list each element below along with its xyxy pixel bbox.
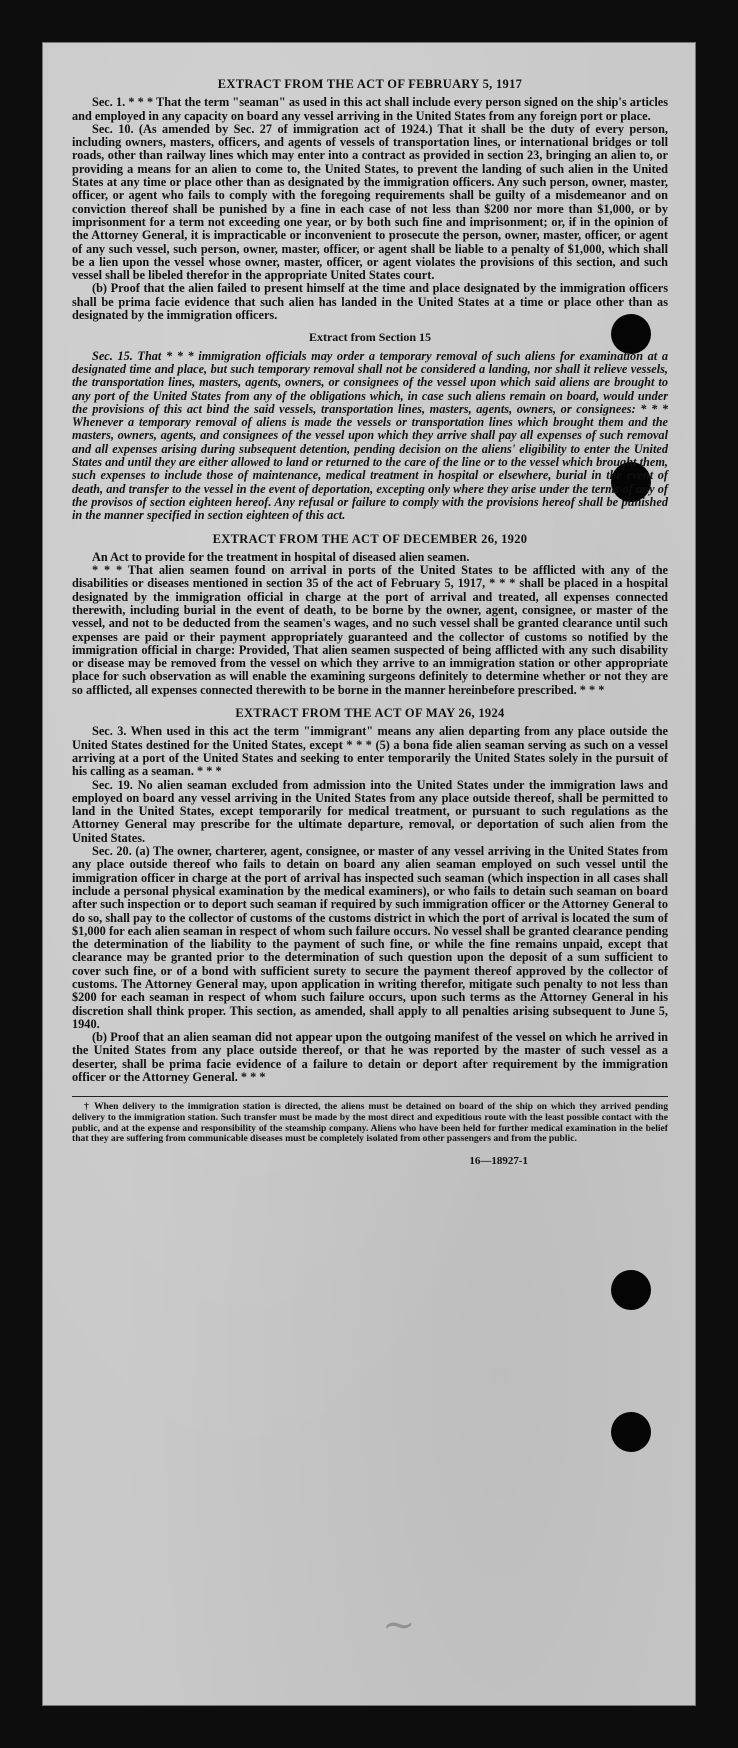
paragraph-hospital: * * * That alien seamen found on arrival in ports of the United States to be afflicted with any of the disabilities or diseases mentioned in section 35 of the act of February 5, 1917, * * * shall be placed in a hospital designated by the immigration official in charge at the port of arrival and treated, all expenses connected therewith, including burial in the event of death, to be borne by the owner, agent, consignee, or master of the vessel, and not to be deducted from the seamen's wages, and no such vessel shall be granted clearance until such expenses are paid or their payment appropriately guaranteed and the collector of customs so notified by the immigration official in charge: Provided, That alien seamen suspected of being afflicted with any such disability or disease may be removed from the vessel on which they arrive to an immigration station or other appropriate place for such observation as will enable the examining surgeons definitely to determine whether or not they are so afflicted, all expenses connected therewith to be borne in the manner hereinbefore prescribed. * * *	[72, 563, 668, 697]
paragraph-sec-3: Sec. 3. When used in this act the term "immigrant" means any alien departing from any place outside the United States destined for the United States, except * * * (5) a bona fide alien seaman serving as such on a vessel arriving at a port of the United States and seeking to enter temporarily the United States solely in the pursuit of his calling as a seaman. * * *	[72, 724, 668, 779]
heading-act-1920: EXTRACT FROM THE ACT OF DECEMBER 26, 1920	[212, 531, 528, 546]
paragraph-act-title: An Act to provide for the treatment in hospital of diseased alien seamen.	[92, 549, 470, 564]
punch-hole	[611, 1270, 651, 1310]
paragraph-proof-b: (b) Proof that the alien failed to present himself at the time and place designated by the immigration officers shall be prima facie evidence that such alien has landed in the United States at a time or place other than as designated by the immigration officers.	[72, 281, 668, 323]
paragraph-proof-20b: (b) Proof that an alien seaman did not appear upon the outgoing manifest of the vessel on which he arrived in the United States from any place outside thereof, or that he was reported by the master of such vessel as a deserter, shall be prima facie evidence of a failure to detain or deport after requirement by the immigration officer or the Attorney General. * * *	[72, 1030, 668, 1085]
heading-section-15: Extract from Section 15	[308, 330, 432, 345]
punch-hole	[611, 1412, 651, 1452]
paragraph-sec-1: Sec. 1. * * * That the term "seaman" as used in this act shall include every person signed on the ship's articles and employed in any capacity on board any vessel arriving in the United States from any foreign port or place.	[72, 95, 668, 123]
form-code: 16—18927-1	[469, 1154, 528, 1167]
paragraph-sec-15: Sec. 15. That * * * immigration officials may order a temporary removal of such aliens for examination at a designated time and place, but such temporary removal shall not be considered a landing, nor shall it relieve vessels, the transportation lines, masters, agents, owners, or consignees of the vessel upon which said aliens are brought to any port of the United States from any of the obligations which, in case such aliens remain on board, would under the provisions of this act bind the said vessels, transportation lines, masters, agents, owners, or consignees: * * * Whenever a temporary removal of aliens is made the vessels or transportation lines which brought them and the masters, owners, agents, and consignees of the vessel upon which they arrive shall pay all expenses of such removal and all expenses arising during subsequent detention, pending decision on the aliens' eligibility to enter the United States and until they are either allowed to land or returned to the care of the line or to the vessel which brought them, such expenses to include those of maintenance, medical treatment in hospital or elsewhere, burial in the event of death, and transfer to the vessel in the event of deportation, excepting only where they arise under the terms of any of the provisos of section eighteen hereof. Any refusal or failure to comply with the provisions hereof shall be punished in the manner specified in section eighteen of this act.	[72, 348, 668, 523]
paragraph-sec-10: Sec. 10. (As amended by Sec. 27 of immigration act of 1924.) That it shall be the duty of every person, including owners, masters, officers, and agents of vessels of transportation lines, or international bridges or toll roads, other than railway lines which may enter into a contract as provided in section 23, bringing an alien to, or providing a means for an alien to come to, the United States, to prevent the landing of such alien in the United States at any time or place other than as designated by the immigration officers. Any such person, owner, master, officer, or agent who fails to comply with the foregoing requirements shall be guilty of a misdemeanor and on conviction thereof shall be punished by a fine in each case of not less than $200 nor more than $1,000, or by imprisonment for a term not exceeding one year, or by both such fine and imprisonment; or, if in the opinion of the Attorney General, it is impracticable or inconvenient to prosecute the person, owner, master, officer, or agent of any such vessel, such person, owner, master, officer, or agent shall be liable to a penalty of $1,000, which shall be a lien upon the vessel whose owner, master, officer, or agent violates the provisions of this section, and such vessel shall be libeled therefor in the appropriate United States court.	[72, 121, 668, 283]
paragraph-sec-19: Sec. 19. No alien seaman excluded from admission into the United States under the immigration laws and employed on board any vessel arriving in the United States from any place outside thereof, shall be permitted to land in the United States, except temporarily for medical treatment, or pursuant to such regulations as the Attorney General may prescribe for the ultimate departure, removal, or deportation of such alien from the United States.	[72, 777, 668, 845]
heading-act-1924: EXTRACT FROM THE ACT OF MAY 26, 1924	[235, 706, 505, 721]
document-page	[42, 42, 696, 1706]
faint-handwriting: ~	[382, 1602, 416, 1648]
text-column	[72, 78, 668, 1168]
footnote: † When delivery to the immigration station is directed, the aliens must be detained on board of the ship on which they arrived pending delivery to the immigration station. Such transfer must be made by the most direct and expeditious route with the least possible contact with the public, and at the expense and responsibility of the steamship company. Aliens who have been held for further medical examination in the belief that they are suffering from communicable diseases must be completely isolated from other passengers and from the public.	[72, 1096, 668, 1144]
paragraph-sec-20: Sec. 20. (a) The owner, charterer, agent, consignee, or master of any vessel arriving in the United States from any place outside thereof who fails to detain on board any alien seaman employed on such vessel until the immigration officer in charge at the port of arrival has inspected such seaman (which inspection in all cases shall include a personal physical examination by the medical examiners), or who fails to detain such seaman on board after such inspection or to deport such seaman if required by such immigration officer or the Attorney General to do so, shall pay to the collector of customs of the customs district in which the port of arrival is located the sum of $1,000 for each alien seaman in respect of whom such failure occurs. No vessel shall be granted clearance pending the determination of the liability to the payment of such fine, or while the fine remains unpaid, except that clearance may be granted prior to the determination of such question upon the deposit of a sum sufficient to cover such fine, or of a bond with sufficient surety to secure the payment thereof approved by the collector of customs. The Attorney General may, upon application in writing therefor, mitigate such penalty to not less than $200 for each seaman in respect of whom such failure occurs, upon such terms as the Attorney General in his discretion shall think proper. This section, as amended, shall apply to all penalties arising subsequent to June 5, 1940.	[72, 844, 668, 1031]
heading-act-1917: EXTRACT FROM THE ACT OF FEBRUARY 5, 1917	[217, 77, 523, 91]
